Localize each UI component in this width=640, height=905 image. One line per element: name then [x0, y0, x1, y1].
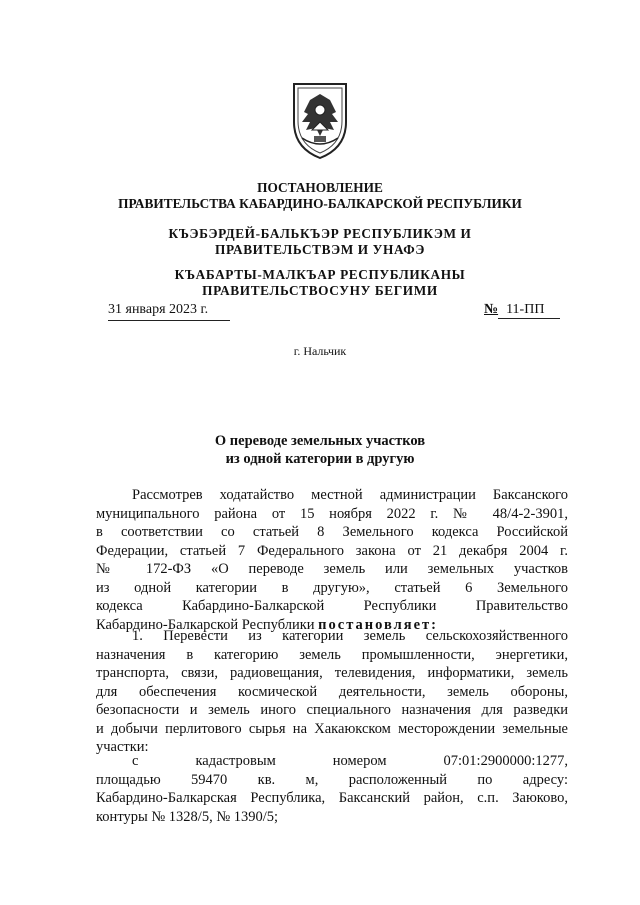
preamble-paragraph [96, 486, 568, 634]
number-value: 11-ПП [498, 302, 560, 319]
document-title-line2: из одной категории в другую [225, 451, 415, 467]
document-title-line1: О переводе земельных участков [214, 433, 426, 449]
text-line: № 172-ФЗ «О переводе земель или земельных участков [96, 561, 568, 577]
clause-1-paragraph [96, 627, 568, 757]
text-line: участки: [96, 739, 149, 755]
text-line: из одной категории в другую», статьей 6 Земельного [96, 579, 568, 596]
text-line: для обеспечения космической деятельности, земель обороны, [96, 683, 568, 700]
text-line: 1. Перевести из категории земель сельскохозяйственного [132, 628, 568, 644]
doc-type-heading: ПОСТАНОВЛЕНИЕ [257, 180, 383, 195]
text-line: Федерации, статьей 7 Федерального закона от 21 декабря 2004 г. [96, 542, 568, 559]
text-line: площадью 59470 кв. м, расположенный по адресу: [96, 771, 568, 788]
text-line: с кадастровым номером 07:01:2900000:1277, [132, 753, 568, 769]
issuer-heading-balkar: КЪАБАРТЫ-МАЛКЪАР РЕСПУБЛИКАНЫ ПРАВИТЕЛЬСТВОСУНУ БЕГИМИ [174, 267, 466, 298]
text-line: безопасности и земель иного специального назначения для разведки [96, 702, 568, 718]
issuer-heading-russian: ПРАВИТЕЛЬСТВА КАБАРДИНО-БАЛКАРСКОЙ РЕСПУБЛИКИ [118, 196, 522, 211]
number-sign: № [484, 302, 499, 317]
resolution-word: постановляет: [318, 616, 438, 633]
text-line: в соответствии со статьей 8 Земельного кодекса Российской [96, 524, 568, 540]
parcel-paragraph [96, 752, 568, 826]
text-fragment: Кабардино-Балкарской Республики [96, 616, 319, 633]
document-number [484, 302, 560, 319]
text-line: транспорта, связи, радиовещания, телевидения, информатики, земель [96, 665, 568, 681]
coat-of-arms-emblem-icon [284, 78, 356, 162]
text-line: и добычи перлитового сырья на Хакаюкском месторождении земельные [96, 720, 568, 737]
text-line: контуры № 1328/5, № 1390/5; [96, 808, 279, 825]
text-line: муниципального района от 15 ноября 2022 г. № 48/4-2-3901, [96, 505, 568, 522]
text-line: Кабардино-Балкарская Республика, Баксанский район, с.п. Заюково, [96, 790, 568, 806]
issuer-heading-kabardian: КЪЭБЭРДЕЙ-БАЛЬКЪЭР РЕСПУБЛИКЭМ И ПРАВИТЕЛЬСТВЭМ И УНАФЭ [168, 226, 472, 257]
city-label: г. Нальчик [293, 344, 347, 358]
document-date: 31 января 2023 г. [108, 302, 230, 321]
text-line: Рассмотрев ходатайство местной администрации Баксанского [132, 487, 568, 503]
text-line: назначения в категорию земель промышленности, энергетики, [96, 646, 568, 663]
text-line: кодекса Кабардино-Балкарской Республики Правительство [96, 598, 568, 614]
